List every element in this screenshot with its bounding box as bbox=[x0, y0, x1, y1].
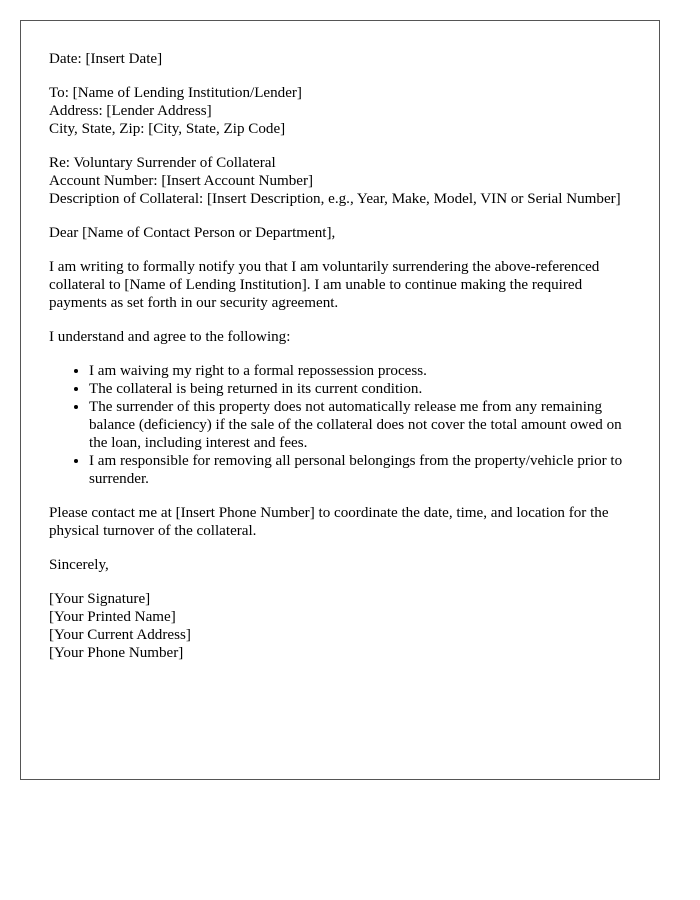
reference-collateral-description: Description of Collateral: [Insert Description, e.g., Year, Make, Model, VIN or Serial Number] bbox=[49, 191, 621, 207]
terms-list-item: • The surrender of this property does not automatically release me from any remaining balance (deficiency) if the sale of the collateral does not cover the total amount owed on the loan, including interest and fees. bbox=[89, 398, 631, 452]
closing: Sincerely, bbox=[49, 557, 109, 573]
terms-list-item: • I am waiving my right to a formal repossession process. bbox=[89, 362, 631, 380]
recipient-city-state-zip: City, State, Zip: [City, State, Zip Code] bbox=[49, 121, 286, 137]
agreement-intro: I understand and agree to the following: bbox=[49, 329, 291, 345]
contact-paragraph: Please contact me at [Insert Phone Number] to coordinate the date, time, and location for the physical turnover of the collateral. bbox=[49, 505, 609, 539]
signature-line: [Your Signature] bbox=[49, 591, 151, 607]
sender-phone-line: [Your Phone Number] bbox=[49, 645, 184, 661]
reference-account-number: Account Number: [Insert Account Number] bbox=[49, 173, 314, 189]
signature-block bbox=[49, 590, 631, 662]
printed-name-line: [Your Printed Name] bbox=[49, 609, 176, 625]
date-block bbox=[49, 50, 631, 68]
reference-block bbox=[49, 154, 631, 208]
terms-list-item: • The collateral is being returned in its current condition. bbox=[89, 380, 631, 398]
letter-page bbox=[20, 20, 660, 780]
sender-address-line: [Your Current Address] bbox=[49, 627, 191, 643]
reference-subject: Re: Voluntary Surrender of Collateral bbox=[49, 155, 276, 171]
recipient-block bbox=[49, 84, 631, 138]
intro-paragraph: I am writing to formally notify you that I am voluntarily surrendering the above-referenced collateral to [Name of Lending Institution]. I am unable to continue making the required payments as set forth in our security agreement. bbox=[49, 259, 600, 311]
terms-list bbox=[49, 362, 631, 488]
date-line: Date: [Insert Date] bbox=[49, 51, 163, 67]
recipient-address: Address: [Lender Address] bbox=[49, 103, 212, 119]
recipient-to: To: [Name of Lending Institution/Lender] bbox=[49, 85, 302, 101]
salutation: Dear [Name of Contact Person or Department], bbox=[49, 225, 336, 241]
terms-list-item: • I am responsible for removing all personal belongings from the property/vehicle prior to surrender. bbox=[89, 452, 631, 488]
